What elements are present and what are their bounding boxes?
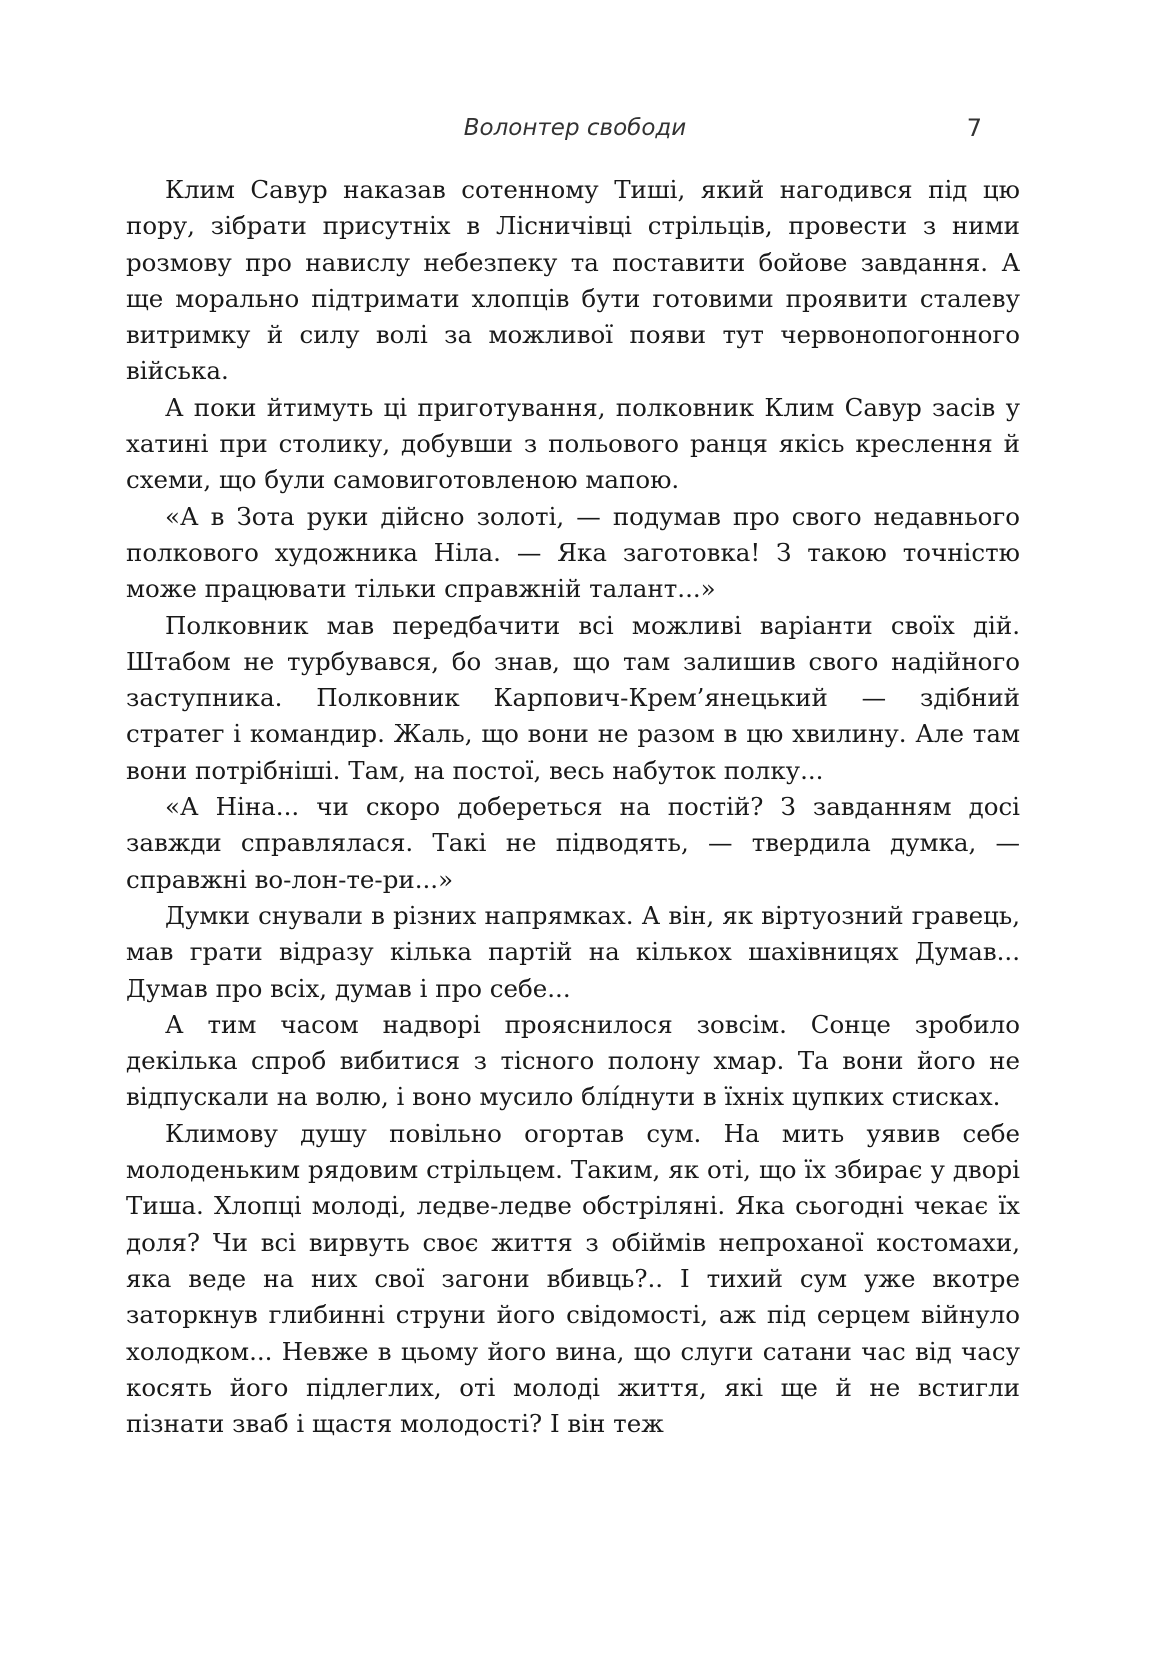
paragraph: А тим часом надворі прояснилося зовсім. Сонце зробило декілька спроб вибитися з тісного полону хмар. Та вони його не відпускали на волю, і воно мусило блíднути в їхніх цупких стисках. <box>126 1009 1020 1112</box>
paragraph: Климову душу повільно огортав сум. На мить уявив себе молоденьким рядовим стрільцем. Таким, як оті, що їх збирає у дворі Тиша. Хлопці молоді, ледве-ледве обстріляні. Яка сьогодні чекає їх доля? Чи всі вирвуть своє життя з обіймів непроханої костомахи, яка веде на них свої загони вбивць?.. І тихий сум уже вкотре заторкнув глибинні струни його свідомості, аж під серцем війнуло холодком... Невже в цьому його вина, що слуги сатани час від часу косять його підлеглих, оті молоді життя, які ще й не встигли пізнати зваб і щастя молодості? І він теж <box>126 1118 1020 1439</box>
running-head <box>0 108 1158 148</box>
page-number: 7 <box>966 114 982 142</box>
paragraph: «А Ніна... чи скоро добереться на постій? З завданням досі завжди справлялася. Такі не підводять, — твердила думка, — справжні во-лон-те-ри...» <box>126 792 1020 894</box>
body-text <box>126 172 1020 1442</box>
running-title: Волонтер свободи <box>463 115 687 141</box>
paragraph: Полковник мав передбачити всі можливі варіанти своїх дій. Штабом не турбувався, бо знав, що там залишив свого надійного заступника. Полковник Карпович-Крем’янецький — здібний стратег і командир. Жаль, що вони не разом в цю хвилину. Але там вони потрібніші. Там, на постої, весь набуток полку... <box>126 610 1020 785</box>
paragraph: «А в Зота руки дійсно золоті, — подумав про свого недавнього полкового художника Ніла. — Яка заготовка! З такою точністю може працювати тільки справжній талант...» <box>126 501 1020 604</box>
paragraph: Клим Савур наказав сотенному Тиші, який нагодився під цю пору, зібрати присутніх в Лісничівці стрільців, провести з ними розмову про навислу небезпеку та поставити бойове завдання. А ще морально підтримати хлопців бути готовими проявити сталеву витримку й силу волі за можливої появи тут червонопогонного війська. <box>126 175 1020 386</box>
paragraph: А поки йтимуть ці приготування, полковник Клим Савур засів у хатині при столику, добувши з польового ранця якісь креслення й схеми, що були самовиготовленою мапою. <box>126 392 1020 495</box>
paragraph: Думки снували в різних напрямках. А він, як віртуозний гравець, мав грати відразу кілька партій на кількох шахівницях Думав... Думав про всіх, думав і про себе... <box>126 900 1020 1003</box>
